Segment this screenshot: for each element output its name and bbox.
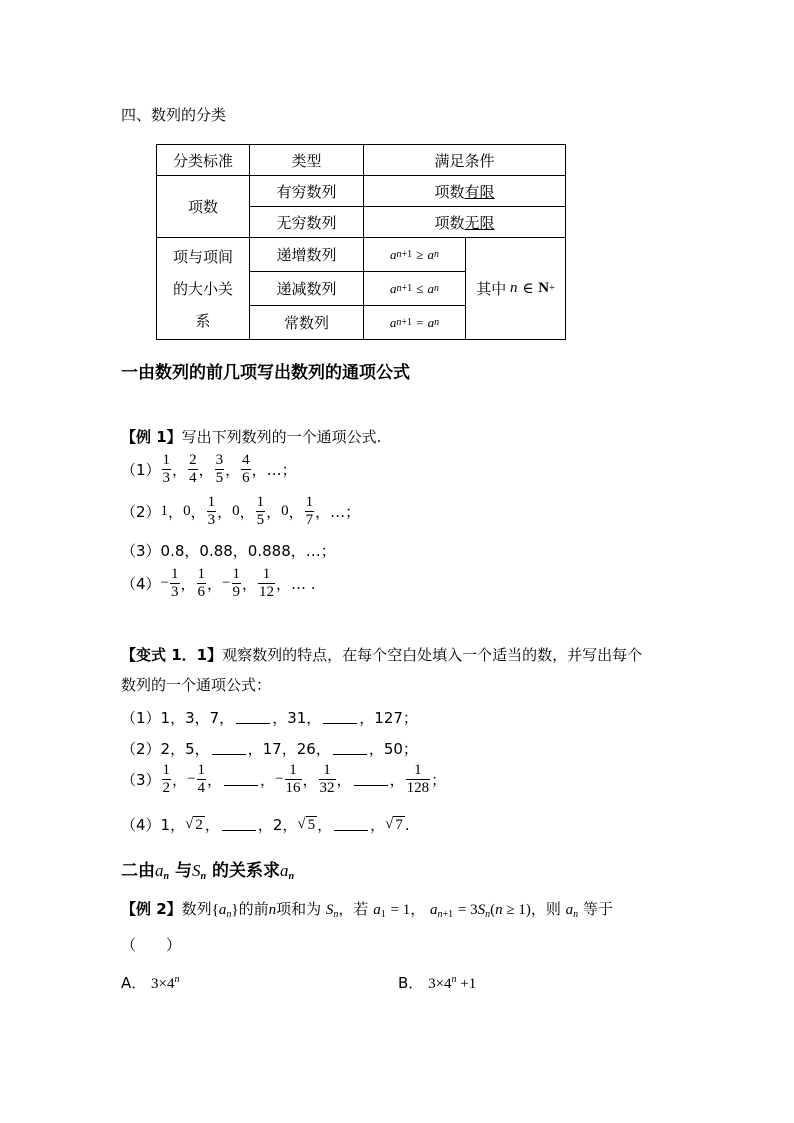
type-finite: 有穷数列 (276, 182, 337, 201)
choice-b[interactable]: B． $3\times 4^n +1$ (398, 974, 477, 992)
section-title: 四、数列的分类 (121, 106, 227, 124)
variant-item3: （3） $\frac{1}{2}$ ， − $\frac{1}{4}$ ， ， − $\frac{1}{16}$ ， $\frac{1}{32}$ ， ， $\frac{1}{128}$ ； (121, 762, 447, 796)
header-criterion: 分类标准 (172, 151, 233, 170)
type-decreasing: 递减数列 (276, 280, 337, 298)
cond-constant: a n +1 = a n (389, 314, 440, 330)
criterion-size: 项与项间 的大小关 系 (172, 247, 233, 330)
cond-finite: 项数 有限 (434, 182, 495, 201)
example1-title: 【例 1】写出下列数列的一个通项公式. (121, 428, 382, 446)
type-constant: 常数列 (283, 314, 329, 332)
example1-item1: （1） $\frac{1}{3}$ ， $\frac{2}{4}$ ， $\frac{3}{5}$ ， $\frac{4}{6}$ ，…； (121, 452, 297, 486)
cond-infinite: 项数 无限 (434, 213, 495, 232)
heading-general-term: 一由数列的前几项写出数列的通项公式 (121, 363, 410, 383)
variant-item2: （2） 2，5， ，17，26， ，50； (121, 740, 418, 758)
choice-a[interactable]: A． $3\times 4^n$ (121, 974, 180, 992)
example1-item2: （2） 1 ， 0 ， $\frac{1}{3}$ ， 0 ， $\frac{1}{5}$ ， 0 ， $\frac{1}{7}$ ，…； (121, 494, 361, 528)
header-type: 类型 (291, 151, 322, 170)
classification-table (156, 144, 566, 340)
variant-item4: （4） 1， √ 2 ， ，2， √ 5 ， ， √ 7 . (121, 815, 410, 834)
example1-item3: （3） 0.8，0.88，0.888，…； (121, 542, 336, 560)
example1-item4: （4） − $\frac{1}{3}$ ， $\frac{1}{6}$ ， − $\frac{1}{9}$ ， $\frac{1}{12}$ ，… . (121, 566, 316, 600)
heading-sn-relation: 二由$a_n$ 与$S_n$ 的关系求$a_n$ (121, 861, 295, 882)
cond-decreasing: a n +1 ≤ a n (389, 280, 440, 296)
header-condition: 满足条件 (434, 151, 495, 170)
criterion-terms: 项数 (187, 198, 218, 216)
cond-increasing: a n +1 ≥ a n (389, 246, 440, 262)
type-increasing: 递增数列 (276, 246, 337, 264)
variant-item1: （1） 1，3，7， ，31， ，127； (121, 709, 418, 727)
cond-note: 其中 n ∈ N + (476, 280, 555, 298)
example2-answer-paren: （ ） (121, 936, 182, 954)
variant-title-line2: 数列的一个通项公式： (121, 676, 272, 694)
example2-question: 【例 2】数列$\{a_n\}$的前n项和为 $S_n$，若 $a_1 = 1$， $a_{n+1} = 3S_n(n \ge 1)$，则 $a_n$ 等于 (121, 900, 613, 920)
type-infinite: 无穷数列 (276, 213, 337, 232)
variant-title: 【变式 1．1】观察数列的特点，在每个空白处填入一个适当的数，并写出每个 (121, 646, 643, 664)
